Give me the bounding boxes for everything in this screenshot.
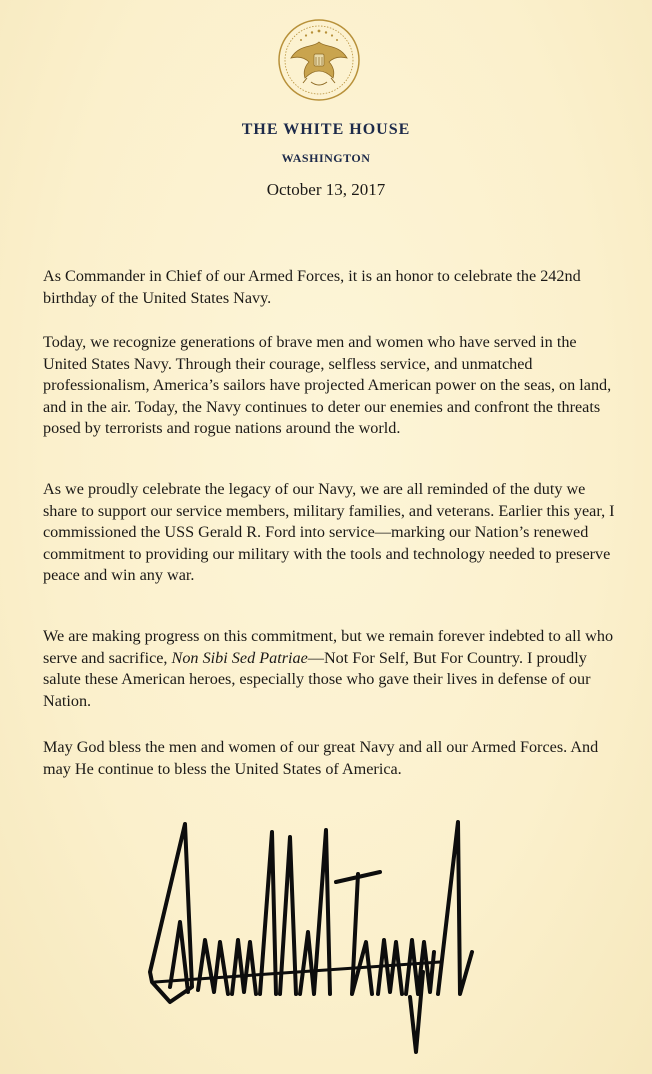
paragraph-4	[43, 626, 623, 712]
handwritten-signature	[140, 812, 480, 1062]
paragraph-4-before-motto: We are making progress on this commitment, but we remain forever indebted to all who serve and sacrifice,	[43, 627, 614, 667]
letter-date: October 13, 2017	[266, 180, 386, 199]
paragraph-4-after-motto: —Not For Self, But For Country. I proudly salute these American heroes, especially those who gave their lives in defense of our Nation.	[43, 648, 591, 710]
letterhead-organization: THE WHITE HOUSE	[241, 121, 411, 138]
paragraph-1: As Commander in Chief of our Armed Forces, it is an honor to celebrate the 242nd birthday of the United States Navy.	[43, 267, 581, 307]
paragraph-2: Today, we recognize generations of brave men and women who have served in the United States Navy. Through their courage, selfless service, and unmatched professionalism, America’s sailors have projected American power on the seas, on land, and in the air. Today, the Navy continues to deter our enemies and confront the threats posed by terrorists and rogue nations around the world.	[43, 333, 612, 437]
letterhead-city: WASHINGTON	[281, 151, 371, 165]
paragraph-5: May God bless the men and women of our great Navy and all our Armed Forces. And may He continue to bless the United States of America.	[43, 738, 599, 778]
latin-motto: Non Sibi Sed Patriae	[171, 648, 308, 667]
presidential-seal-icon	[277, 18, 361, 102]
paragraph-3: As we proudly celebrate the legacy of our Navy, we are all reminded of the duty we share to support our service members, military families, and veterans. Earlier this year, I commissioned the USS Gerald R. Ford into service—marking our Nation’s renewed commitment to providing our military with the tools and technology needed to preserve peace and win any war.	[43, 480, 615, 584]
